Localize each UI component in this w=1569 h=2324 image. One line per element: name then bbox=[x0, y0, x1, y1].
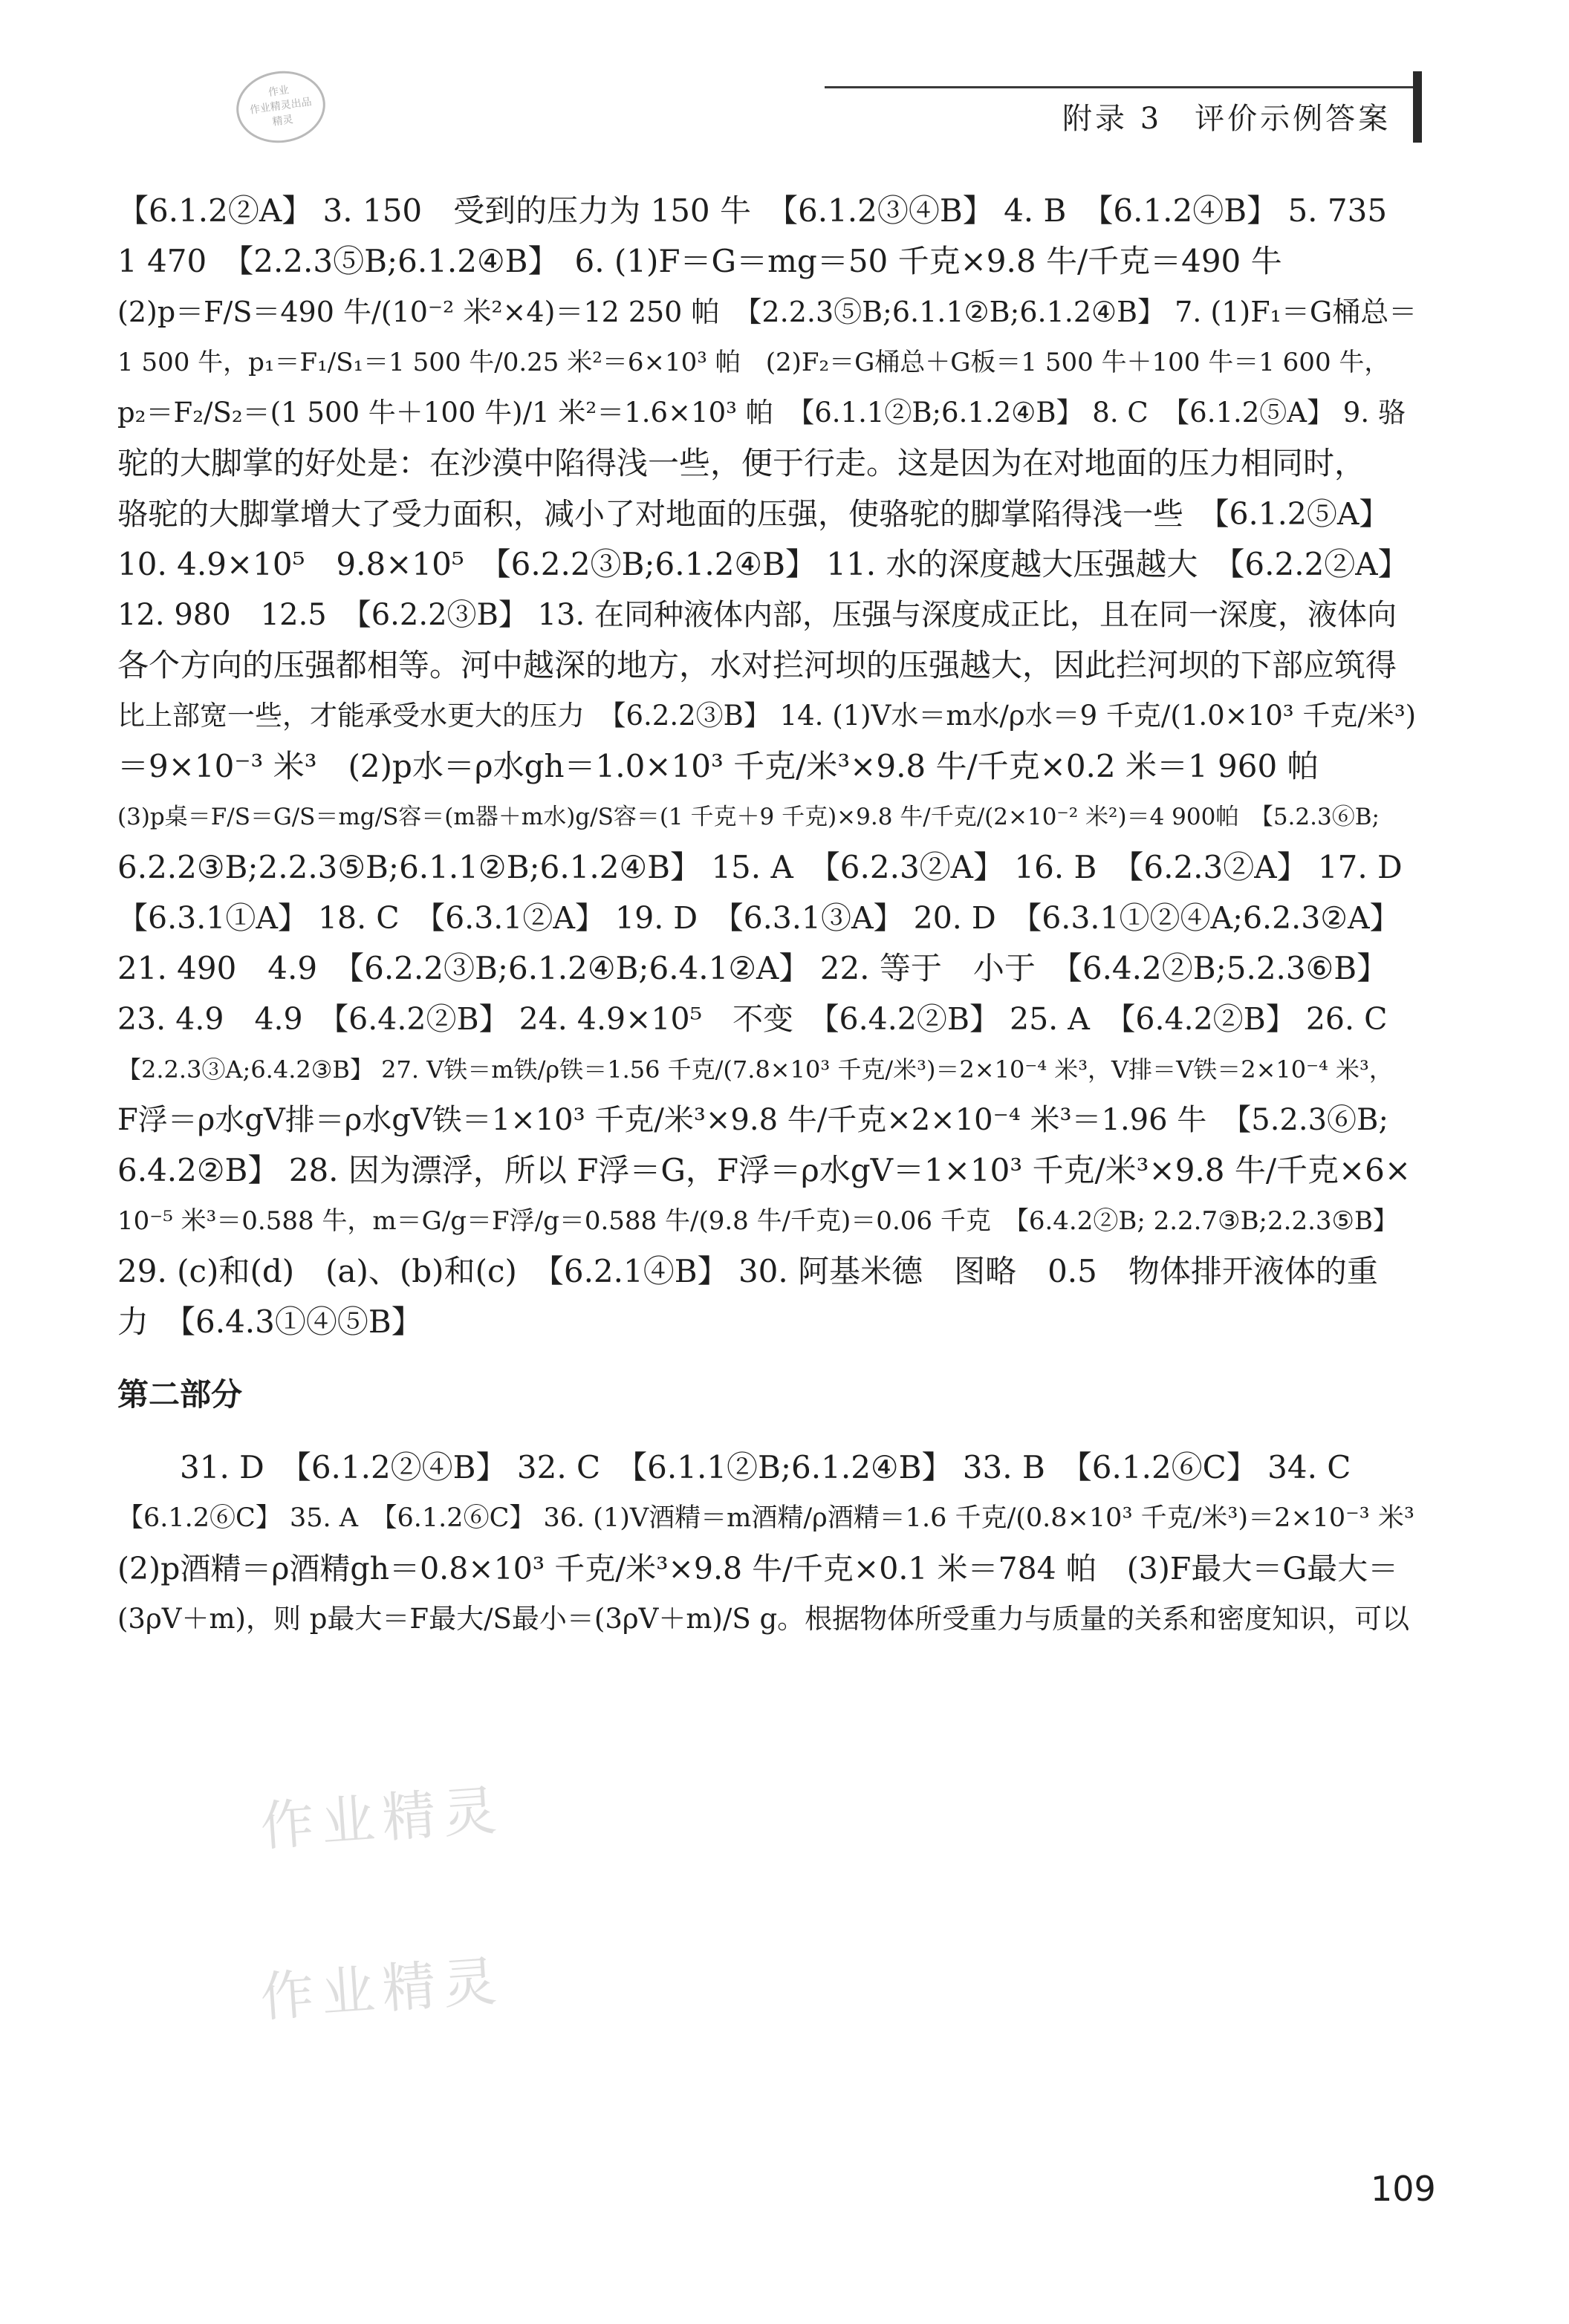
text-line: 力 【6.4.3①④⑤B】 bbox=[117, 1303, 423, 1340]
answer-text bbox=[117, 186, 1417, 1644]
page-number: 109 bbox=[1371, 2169, 1436, 2209]
text-line: 6.2.2③B;2.2.3⑤B;6.1.1②B;6.1.2④B】 15. A 【6.2.3②A】 16. B 【6.2.3②A】 17. D bbox=[117, 849, 1403, 885]
text-line: (3)p桌＝F/S＝G/S＝mg/S容＝(m器＋m水)g/S容＝(1 千克＋9 千克)×9.8 牛/千克/(2×10⁻² 米²)＝4 900帕 【5.2.3⑥B; bbox=[117, 804, 1380, 830]
stamp-logo: 作业 作业精灵出品 精灵 bbox=[232, 65, 330, 149]
header-rule bbox=[825, 86, 1419, 88]
text-line: 1 500 牛，p₁＝F₁/S₁＝1 500 牛/0.25 米²＝6×10³ 帕 (2)F₂＝G桶总＋G板＝1 500 牛＋100 牛＝1 600 牛， bbox=[117, 348, 1390, 377]
text-line: F浮＝ρ水gV排＝ρ水gV铁＝1×10³ 千克/米³×9.8 牛/千克×2×10⁻⁴ 米³＝1.96 牛 【5.2.3⑥B; bbox=[117, 1103, 1388, 1137]
text-line: 【6.3.1①A】 18. C 【6.3.1②A】 19. D 【6.3.1③A】 20. D 【6.3.1①②④A;6.2.3②A】 bbox=[117, 900, 1400, 936]
text-line: (2)p＝F/S＝490 牛/(10⁻² 米²×4)＝12 250 帕 【2.2.3⑤B;6.1.1②B;6.1.2④B】 7. (1)F₁＝G桶总＝ bbox=[117, 296, 1417, 328]
text-line: (3ρV＋m)，则 p最大＝F最大/S最小＝(3ρV＋m)/S g。根据物体所受重力与质量的关系和密度知识，可以 bbox=[117, 1603, 1410, 1635]
text-line: 6.4.2②B】 28. 因为漂浮，所以 F浮＝G，F浮＝ρ水gV＝1×10³ 千克/米³×9.8 牛/千克×6× bbox=[117, 1152, 1412, 1188]
text-line: 29. (c)和(d) (a)、(b)和(c) 【6.2.1④B】 30. 阿基米德 图略 0.5 物体排开液体的重 bbox=[117, 1253, 1378, 1289]
text-line: 31. D 【6.1.2②④B】 32. C 【6.1.1②B;6.1.2④B】 33. B 【6.1.2⑥C】 34. C bbox=[117, 1449, 1351, 1485]
text-line: ＝9×10⁻³ 米³ (2)p水＝ρ水gh＝1.0×10³ 千克/米³×9.8 牛/千克×0.2 米＝1 960 帕 bbox=[117, 748, 1319, 784]
text-line: p₂＝F₂/S₂＝(1 500 牛＋100 牛)/1 米²＝1.6×10³ 帕 【6.1.1②B;6.1.2④B】 8. C 【6.1.2⑤A】 9. 骆 bbox=[117, 397, 1406, 429]
text-line: 【6.1.2⑥C】 35. A 【6.1.2⑥C】 36. (1)V酒精＝m酒精/ρ酒精＝1.6 千克/(0.8×10³ 千克/米³)＝2×10⁻³ 米³ bbox=[117, 1503, 1414, 1533]
section-heading: 第二部分 bbox=[117, 1376, 243, 1413]
text-line: 【2.2.3③A;6.4.2③B】 27. V铁＝m铁/ρ铁＝1.56 千克/(7.8×10³ 千克/米³)＝2×10⁻⁴ 米³，V排＝V铁＝2×10⁻⁴ 米³， bbox=[117, 1055, 1393, 1084]
text-line: (2)p酒精＝ρ酒精gh＝0.8×10³ 千克/米³×9.8 牛/千克×0.1 米＝784 帕 (3)F最大＝G最大＝ bbox=[117, 1551, 1399, 1586]
text-line: 各个方向的压强都相等。河中越深的地方，水对拦河坝的压强越大，因此拦河坝的下部应筑得 bbox=[117, 647, 1397, 683]
text-line: 23. 4.9 4.9 【6.4.2②B】 24. 4.9×10⁵ 不变 【6.4.2②B】 25. A 【6.4.2②B】 26. C bbox=[117, 1001, 1388, 1037]
header-bar bbox=[1413, 71, 1422, 143]
text-line: 比上部宽一些，才能承受水更大的压力 【6.2.2③B】 14. (1)V水＝m水/ρ水＝9 千克/(1.0×10³ 千克/米³) bbox=[117, 700, 1417, 732]
text-line: 10. 4.9×10⁵ 9.8×10⁵ 【6.2.2③B;6.1.2④B】 11. 水的深度越大压强越大 【6.2.2②A】 bbox=[117, 546, 1409, 582]
watermark: 作业精灵 bbox=[258, 1778, 506, 1858]
text-line: 10⁻⁵ 米³＝0.588 牛，m＝G/g＝F浮/g＝0.588 牛/(9.8 牛/千克)＝0.06 千克 【6.4.2②B; 2.2.7③B;2.2.3⑤B】 bbox=[117, 1206, 1398, 1236]
text-line: 骆驼的大脚掌增大了受力面积，减小了对地面的压强，使骆驼的脚掌陷得浅一些 【6.1.2⑤A】 bbox=[117, 496, 1390, 532]
watermark: 作业精灵 bbox=[258, 1949, 506, 2029]
running-header: 附录 3 评价示例答案 bbox=[1062, 102, 1391, 136]
text-line: 21. 490 4.9 【6.2.2③B;6.1.2④B;6.4.1②A】 22. 等于 小于 【6.4.2②B;5.2.3⑥B】 bbox=[117, 950, 1388, 986]
text-line: 驼的大脚掌的好处是：在沙漠中陷得浅一些，便于行走。这是因为在对地面的压力相同时， bbox=[117, 445, 1366, 481]
text-line: 【6.1.2②A】 3. 150 受到的压力为 150 牛 【6.1.2③④B】 4. B 【6.1.2④B】 5. 735 bbox=[117, 192, 1388, 229]
text-line: 12. 980 12.5 【6.2.2③B】 13. 在同种液体内部，压强与深度成正比，且在同一深度，液体向 bbox=[117, 598, 1397, 632]
text-line: 1 470 【2.2.3⑤B;6.1.2④B】 6. (1)F＝G＝mg＝50 千克×9.8 牛/千克＝490 牛 bbox=[117, 243, 1282, 279]
